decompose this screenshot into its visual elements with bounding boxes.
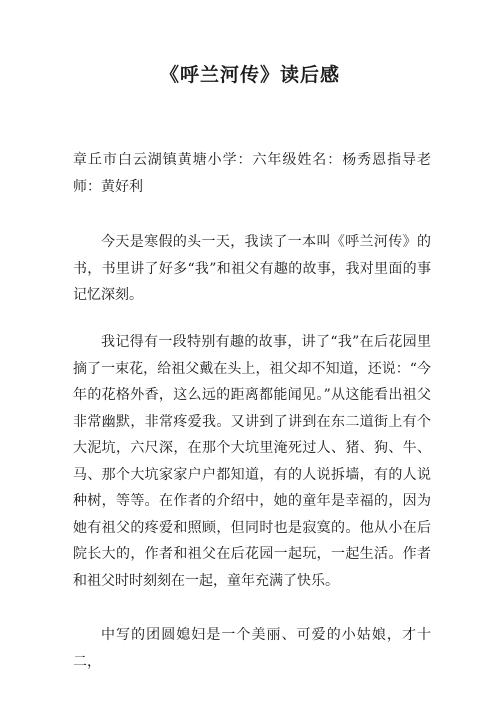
author-line: 章丘市白云湖镇黄塘小学：六年级姓名：杨秀恩指导老师：黄好利 — [73, 152, 431, 195]
paragraph-2: 我记得有一段特别有趣的故事，讲了“我”在后花园里摘了一束花，给祖父戴在头上，祖父却不知道，还说：“今年的花格外香，这么远的距离都能闻见。”从这能看出祖父非常幽默，非常疼爱我。又讲到了讲到在东二道街上有个大泥坑，六尺深，在那个大坑里淹死过人、猪、狗、牛、马、那个大坑家家户户都知道，有的人说拆墙，有的人说种树，等等。在作者的介绍中，她的童年是幸福的，因为她有祖父的疼爱和照顾，但同时也是寂寞的。他从小在后院长大的，作者和祖父在后花园一起玩，一起生活。作者和祖父时时刻刻在一起，童年充满了快乐。 — [73, 334, 431, 589]
paragraph-1: 今天是寒假的头一天，我读了一本叫《呼兰河传》的书，书里讲了好多“我”和祖父有趣的故事，我对里面的事记忆深刻。 — [73, 234, 431, 303]
paragraph-3: 中写的团圆媳妇是一个美丽、可爱的小姑娘，才十二， — [73, 627, 431, 670]
document-title: 《呼兰河传》读后感 — [159, 64, 340, 86]
